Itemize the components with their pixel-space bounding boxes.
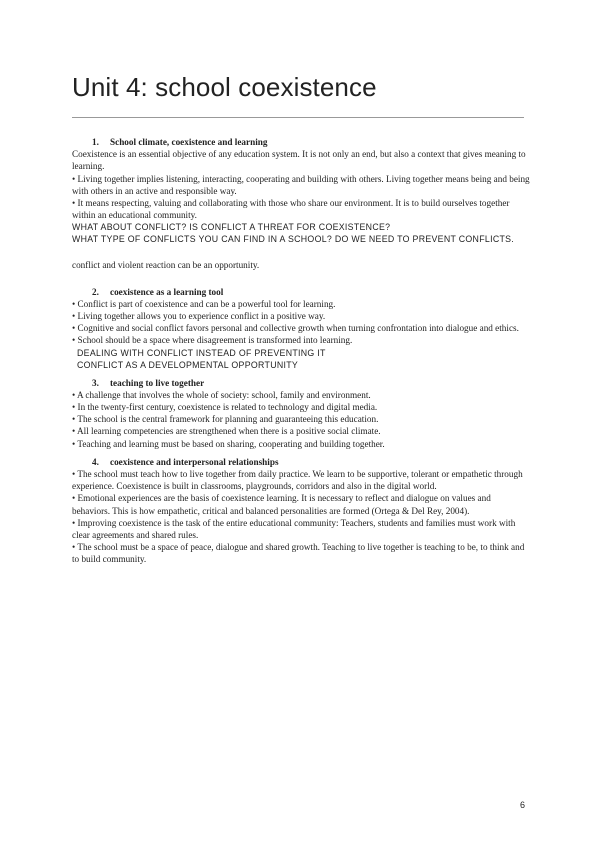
paragraph: Coexistence is an essential objective of any education system. It is not only an end, but also a context that gives meaning to learning. (72, 149, 526, 172)
bullet-item: • School should be a space where disagreement is transformed into learning. (72, 335, 353, 346)
caps-statement: CONFLICT AS A DEVELOPMENTAL OPPORTUNITY (77, 359, 299, 370)
page-title: Unit 4: school coexistence (72, 72, 377, 102)
section-title: teaching to live together (110, 377, 205, 388)
section-number: 1. (92, 137, 99, 147)
section-title: coexistence and interpersonal relationships (110, 456, 279, 467)
caps-statement: DEALING WITH CONFLICT INSTEAD OF PREVENTING IT (77, 347, 326, 358)
section-number: 4. (92, 456, 99, 467)
bullet-item: • Living together implies listening, interacting, cooperating and building with others. Living together means being and being with others in an active and responsible way. (72, 173, 530, 196)
bullet-item: • The school is the central framework for planning and guaranteeing this education. (72, 414, 379, 425)
bullet-item: • A challenge that involves the whole of society: school, family and environment. (72, 389, 371, 400)
section-heading (72, 377, 530, 389)
page-number: 6 (520, 800, 526, 810)
bullet-item: • Emotional experiences are the basis of coexistence learning. It is necessary to reflect and dialogue on values and behaviors. This is how empathetic, critical and balanced personalities are formed (Ortega & Del Rey, 2004). (72, 493, 491, 516)
section-heading (72, 286, 530, 298)
section-number: 3. (92, 377, 99, 388)
bullet-item: • Improving coexistence is the task of the entire educational community: Teachers, students and families must work with clear agreements and shared rules. (72, 517, 516, 541)
bullet-item: • Conflict is part of coexistence and can be a powerful tool for learning. (72, 298, 336, 309)
caps-question: WHAT TYPE OF CONFLICTS YOU CAN FIND IN A SCHOOL? DO WE NEED TO PREVENT CONFLICTS. (72, 234, 515, 245)
section-title: coexistence as a learning tool (110, 286, 224, 297)
bullet-item: • Cognitive and social conflict favors personal and collective growth when turning confrontation into dialogue and ethics. (72, 323, 519, 334)
title-divider (72, 117, 524, 118)
bullet-item: • In the twenty-first century, coexistence is related to technology and digital media. (72, 402, 378, 413)
paragraph: conflict and violent reaction can be an opportunity. (72, 260, 260, 271)
bullet-item: • Living together allows you to experience conflict in a positive way. (72, 311, 326, 322)
bullet-item: • It means respecting, valuing and collaborating with those who share our environment. It is to build ourselves together within an educational community. (72, 198, 510, 221)
section-number: 2. (92, 286, 99, 297)
bullet-item: • All learning competencies are strengthened when there is a positive social climate. (72, 426, 381, 437)
section-heading (72, 136, 530, 148)
document-body (72, 136, 530, 566)
section-heading (72, 456, 530, 468)
bullet-item: • The school must teach how to live together from daily practice. We learn to be supportive, tolerant or empathetic through experience. Coexistence is built in classrooms, playgrounds, corridors and also in the digital world. (72, 469, 523, 492)
caps-question: WHAT ABOUT CONFLICT? IS CONFLICT A THREAT FOR COEXISTENCE? (72, 222, 391, 233)
bullet-item: • The school must be a space of peace, dialogue and shared growth. Teaching to live together is teaching to be, to think and to build community. (72, 542, 525, 565)
bullet-item: • Teaching and learning must be based on sharing, cooperating and building together. (72, 438, 385, 449)
section-title: School climate, coexistence and learning (110, 137, 268, 147)
